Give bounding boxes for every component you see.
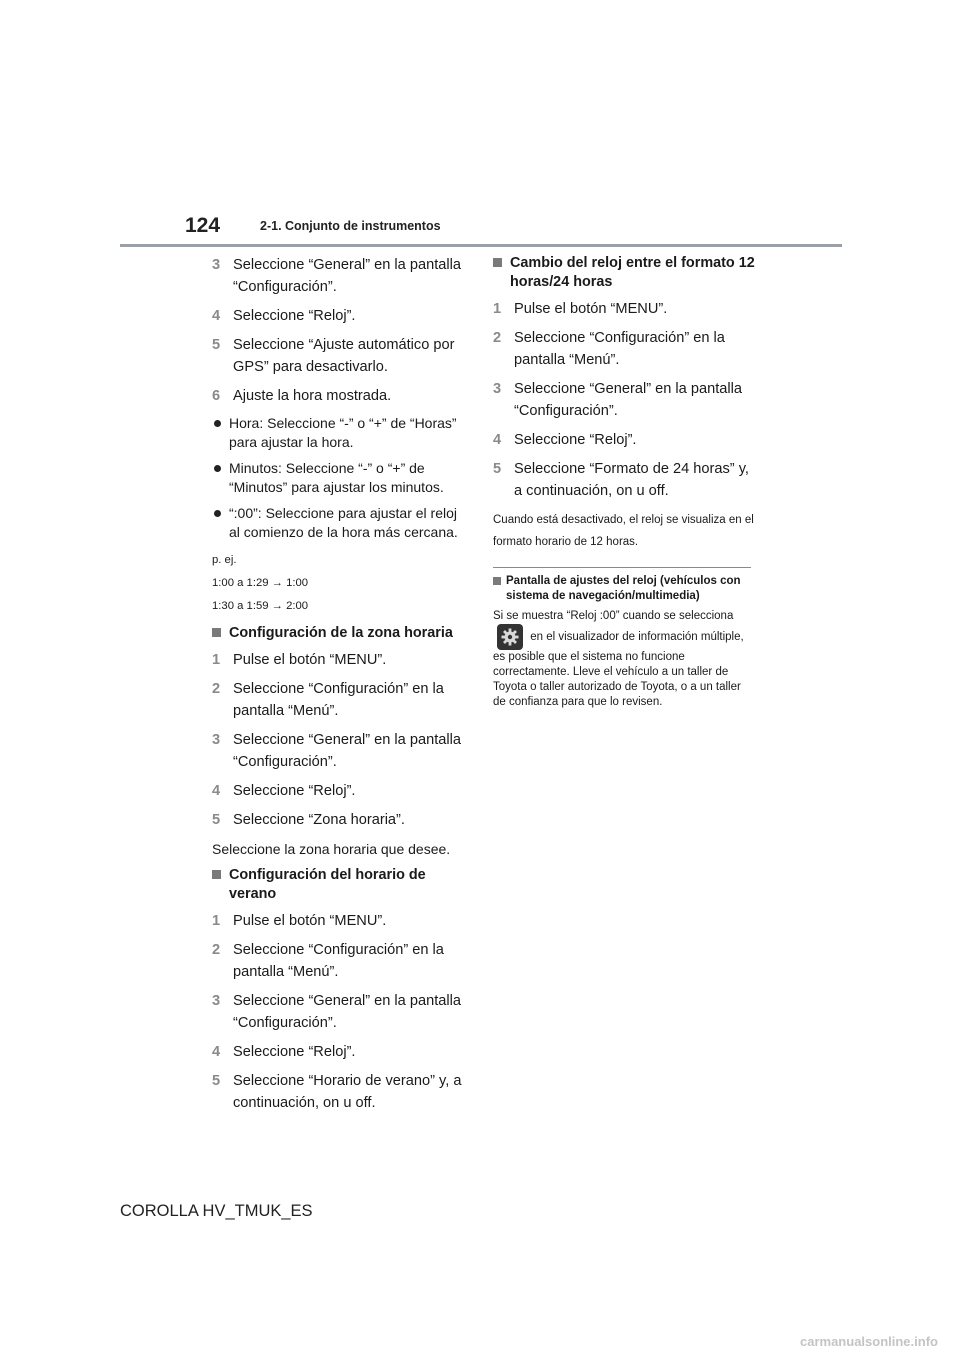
section-heading: Configuración de la zona horaria bbox=[212, 624, 470, 643]
note-text: Si se muestra “Reloj :00” cuando se selecciona en el visualizador de información múltiple, es posible que el sistema no funcione correctamente. Lleve el vehículo a un taller de Toyota o taller autorizado de Toyota, o a un taller de confianza para que lo revisen. bbox=[493, 610, 744, 708]
gear-icon bbox=[497, 624, 523, 650]
note-heading: Pantalla de ajustes del reloj (vehículos con sistema de navegación/multimedia) bbox=[493, 574, 755, 604]
footer-model-code: COROLLA HV_TMUK_ES bbox=[120, 1202, 313, 1220]
step-item: 4 Seleccione “Reloj”. bbox=[493, 432, 637, 448]
header-divider bbox=[120, 244, 842, 247]
bullet-item: “:00”: Seleccione para ajustar el reloj al comienzo de la hora más cercana. bbox=[212, 504, 470, 542]
step-item: 5 Seleccione “Formato de 24 horas” y, a continuación, on u off. bbox=[493, 461, 749, 499]
step-item: 1 Pulse el botón “MENU”. bbox=[212, 913, 387, 929]
step-item: 5 Seleccione “Zona horaria”. bbox=[212, 812, 405, 828]
step-item: 4 Seleccione “Reloj”. bbox=[212, 308, 356, 324]
step-item: 3 Seleccione “General” en la pantalla “Configuración”. bbox=[212, 993, 461, 1031]
left-column bbox=[212, 254, 470, 1121]
step-item: 4 Seleccione “Reloj”. bbox=[212, 783, 356, 799]
step-item: 2 Seleccione “Configuración” en la pantalla “Menú”. bbox=[212, 681, 444, 719]
page-number: 124 bbox=[185, 214, 221, 237]
example-line: 1:00 a 1:29 → 1:00 bbox=[212, 577, 309, 589]
example-line: 1:30 a 1:59 → 2:00 bbox=[212, 600, 309, 612]
step-item: 1 Pulse el botón “MENU”. bbox=[493, 301, 668, 317]
step-item: 1 Pulse el botón “MENU”. bbox=[212, 652, 387, 668]
step-item: 3 Seleccione “General” en la pantalla “Configuración”. bbox=[212, 732, 461, 770]
example-label: p. ej. bbox=[212, 554, 237, 566]
right-column bbox=[493, 254, 755, 710]
step-item: 4 Seleccione “Reloj”. bbox=[212, 1044, 356, 1060]
bullet-item: Hora: Seleccione “-” o “+” de “Horas” para ajustar la hora. bbox=[212, 414, 470, 452]
watermark: carmanualsonline.info bbox=[800, 1334, 938, 1349]
paragraph: Cuando está desactivado, el reloj se visualiza en el formato horario de 12 horas. bbox=[493, 514, 754, 548]
step-item: 3 Seleccione “General” en la pantalla “Configuración”. bbox=[493, 381, 742, 419]
section-heading: Configuración del horario de verano bbox=[212, 866, 470, 904]
bullet-item: Minutos: Seleccione “-” o “+” de “Minutos” para ajustar los minutos. bbox=[212, 459, 470, 497]
note-divider bbox=[493, 567, 751, 568]
step-item: 5 Seleccione “Ajuste automático por GPS” para desactivarlo. bbox=[212, 337, 455, 375]
step-item: 3 Seleccione “General” en la pantalla “Configuración”. bbox=[212, 257, 461, 295]
step-item: 2 Seleccione “Configuración” en la pantalla “Menú”. bbox=[212, 942, 444, 980]
section-title: 2-1. Conjunto de instrumentos bbox=[260, 219, 441, 233]
step-item: 6 Ajuste la hora mostrada. bbox=[212, 388, 392, 404]
step-item: 5 Seleccione “Horario de verano” y, a continuación, on u off. bbox=[212, 1073, 462, 1111]
step-item: 2 Seleccione “Configuración” en la pantalla “Menú”. bbox=[493, 330, 725, 368]
paragraph: Seleccione la zona horaria que desee. bbox=[212, 841, 451, 857]
section-heading: Cambio del reloj entre el formato 12 horas/24 horas bbox=[493, 254, 755, 292]
